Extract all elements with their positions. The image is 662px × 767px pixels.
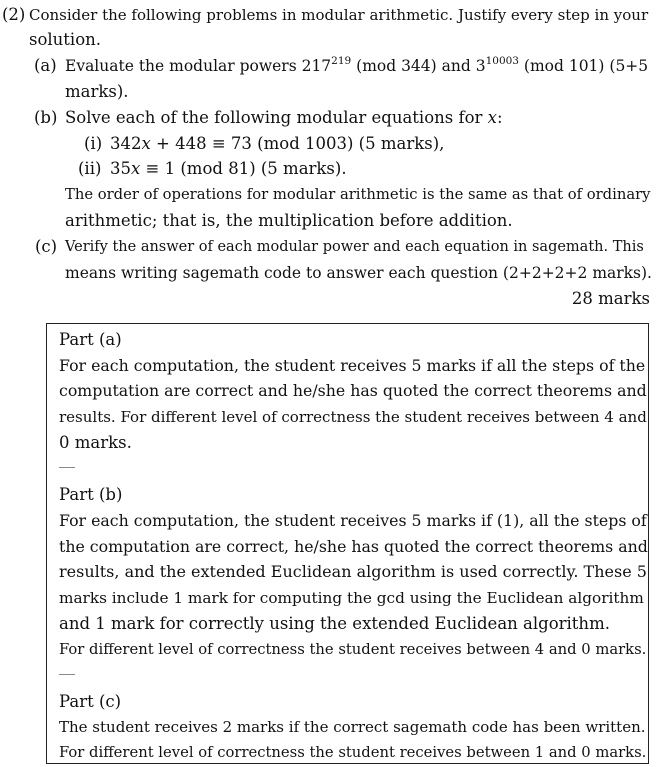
rubric-part-c-line-2: For different level of correctness the student receives between 1 and 0 marks.	[59, 744, 647, 761]
section-divider	[59, 467, 75, 468]
rubric-part-b-line-3: results, and the extended Euclidean algorithm is used correctly. These 5	[59, 562, 647, 581]
part-b-note-line-2: arithmetic; that is, the multiplication before addition.	[65, 211, 513, 230]
rubric-part-a-line-2: computation are correct and he/she has quoted the correct theorems and	[59, 381, 647, 400]
rubric-part-b-line-6: For different level of correctness the student receives between 4 and 0 marks.	[59, 641, 647, 658]
equation-i: 342x + 448 ≡ 73 (mod 1003) (5 marks),	[110, 134, 445, 153]
rubric-part-a-line-1: For each computation, the student receives 5 marks if all the steps of the	[59, 356, 646, 375]
part-b-note-line-1: The order of operations for modular arithmetic is the same as that of ordinary	[65, 186, 651, 203]
part-c-label: (c)	[35, 237, 58, 256]
part-b-label: (b)	[34, 108, 58, 127]
part-c-line-2: means writing sagemath code to answer each question (2+2+2+2 marks).	[65, 264, 652, 282]
rubric-part-a-line-3: results. For different level of correctness the student receives between 4 and	[59, 408, 647, 426]
exponent-10003: 10003	[485, 55, 519, 67]
part-a-label: (a)	[34, 56, 57, 75]
equation-ii: 35x ≡ 1 (mod 81) (5 marks).	[110, 159, 347, 178]
rubric-part-a-line-4: 0 marks.	[59, 433, 132, 452]
exponent-219: 219	[331, 55, 352, 67]
part-b-i-label: (i)	[84, 134, 103, 153]
rubric-part-c-line-1: The student receives 2 marks if the correct sagemath code has been written.	[59, 718, 646, 736]
section-divider	[59, 674, 75, 675]
rubric-part-b-line-1: For each computation, the student receives 5 marks if (1), all the steps of	[59, 511, 647, 530]
question-number: (2)	[2, 5, 26, 24]
rubric-part-b-line-4: marks include 1 mark for computing the gcd using the Euclidean algorithm	[59, 589, 644, 607]
part-a-line-2: marks).	[65, 82, 129, 101]
rubric-part-b-title: Part (b)	[59, 485, 123, 504]
part-b-ii-label: (ii)	[78, 159, 102, 178]
part-a-line-1: Evaluate the modular powers $217^{219}$ (mod 344) and $3^{10003}$ (mod 101) (5+5	[65, 55, 649, 75]
question-intro-line-1: Consider the following problems in modular arithmetic. Justify every step in your	[29, 6, 649, 24]
part-b-line-1: Solve each of the following modular equations for x:	[65, 108, 503, 127]
question-intro-line-2: solution.	[29, 30, 102, 49]
part-c-line-1: Verify the answer of each modular power and each equation in sagemath. This	[65, 239, 644, 255]
rubric-part-a-title: Part (a)	[59, 330, 122, 349]
total-marks: 28 marks	[571, 289, 650, 308]
rubric-part-b-line-5: and 1 mark for correctly using the extended Euclidean algorithm.	[59, 614, 610, 633]
rubric-part-b-line-2: the computation are correct, he/she has quoted the correct theorems and	[59, 537, 648, 556]
rubric-part-c-title: Part (c)	[59, 692, 122, 711]
